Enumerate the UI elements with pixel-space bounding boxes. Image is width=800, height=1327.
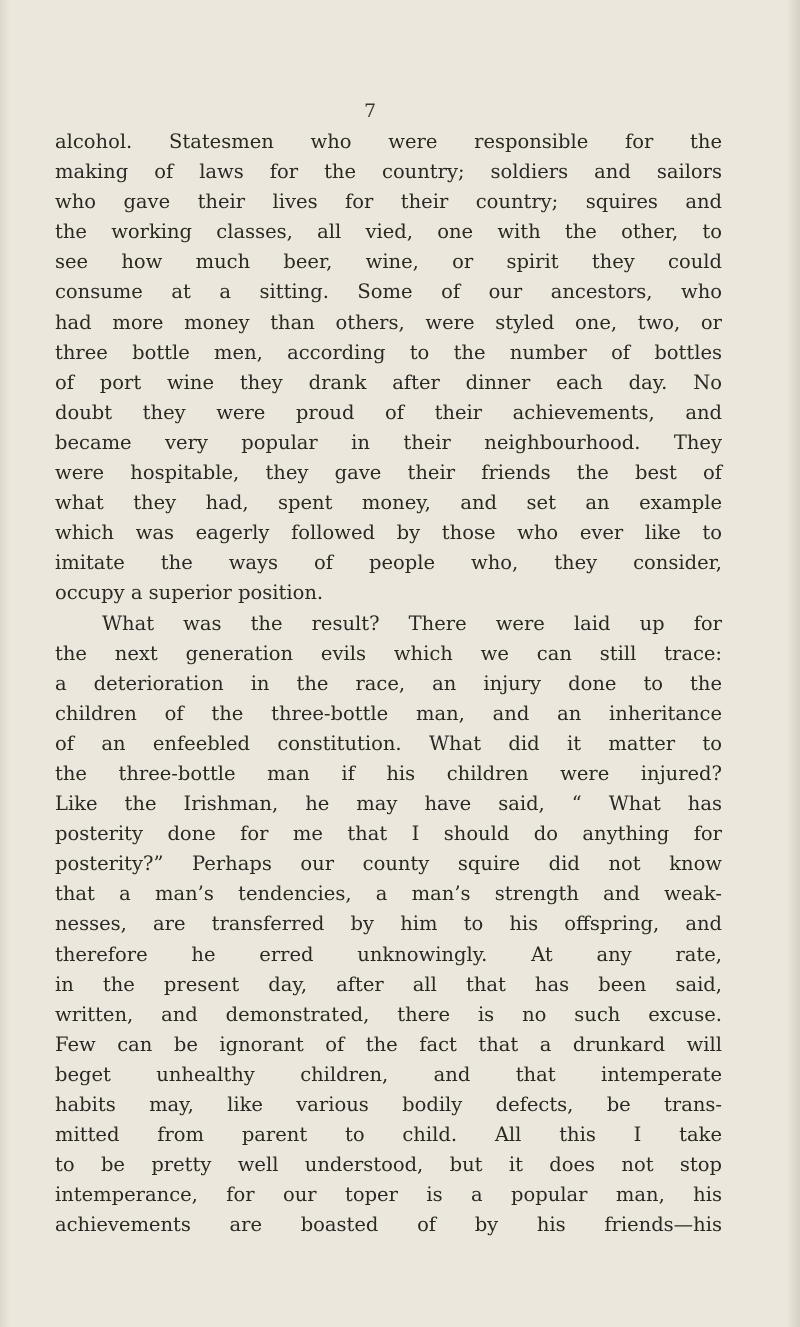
- text-line: who gave their lives for their country; squires and: [55, 190, 722, 214]
- text-line: habits may, like various bodily defects, be trans-: [55, 1093, 722, 1116]
- text-line: of port wine they drank after dinner each day. No: [55, 370, 722, 394]
- text-line: the working classes, all vied, one with the other, to: [55, 220, 722, 244]
- text-line: three bottle men, according to the number of bottles: [55, 340, 722, 364]
- text-line: posterity?” Perhaps our county squire did not know: [55, 852, 722, 876]
- text-line: children of the three-bottle man, and an inheritance: [55, 701, 722, 725]
- text-line: see how much beer, wine, or spirit they could: [55, 250, 722, 274]
- page-number: 7: [363, 100, 377, 122]
- text-line: occupy a superior position.: [55, 581, 324, 605]
- body-text: [55, 127, 722, 1240]
- text-line: imitate the ways of people who, they consider,: [55, 551, 722, 575]
- text-line: were hospitable, they gave their friends the best of: [55, 461, 722, 485]
- text-line: What was the result? There were laid up for: [102, 611, 722, 635]
- text-line: intemperance, for our toper is a popular man, his: [55, 1183, 722, 1207]
- text-line: alcohol. Statesmen who were responsible for the: [55, 130, 722, 153]
- text-line: that a man’s tendencies, a man’s strength and weak-: [55, 882, 722, 906]
- text-line: therefore he erred unknowingly. At any rate,: [55, 942, 722, 966]
- text-line: Like the Irishman, he may have said, “ What has: [55, 792, 722, 816]
- page-right-shadow: [786, 0, 800, 1327]
- text-line: achievements are boasted of by his friends—his: [55, 1213, 722, 1237]
- text-line: the three-bottle man if his children were injured?: [55, 761, 722, 785]
- text-line: mitted from parent to child. All this I take: [55, 1123, 722, 1147]
- text-line: had more money than others, were styled one, two, or: [55, 310, 722, 334]
- text-line: beget unhealthy children, and that intemperate: [55, 1062, 722, 1086]
- text-line: which was eagerly followed by those who ever like to: [55, 521, 722, 545]
- text-line: Few can be ignorant of the fact that a drunkard will: [55, 1032, 722, 1056]
- text-line: what they had, spent money, and set an example: [55, 491, 722, 515]
- page-left-shadow: [0, 0, 10, 1327]
- text-line: became very popular in their neighbourhood. They: [55, 430, 722, 454]
- text-line: making of laws for the country; soldiers and sailors: [55, 160, 722, 184]
- text-line: of an enfeebled constitution. What did it matter to: [55, 731, 722, 755]
- text-line: to be pretty well understood, but it does not stop: [55, 1153, 722, 1177]
- text-line: written, and demonstrated, there is no such excuse.: [55, 1002, 722, 1026]
- text-line: the next generation evils which we can still trace:: [55, 641, 722, 665]
- text-line: in the present day, after all that has been said,: [55, 972, 722, 996]
- text-line: doubt they were proud of their achievements, and: [55, 400, 722, 424]
- text-line: consume at a sitting. Some of our ancestors, who: [55, 280, 722, 304]
- text-line: nesses, are transferred by him to his offspring, and: [55, 912, 722, 936]
- text-line: a deterioration in the race, an injury done to the: [55, 671, 722, 695]
- text-line: posterity done for me that I should do anything for: [55, 822, 722, 846]
